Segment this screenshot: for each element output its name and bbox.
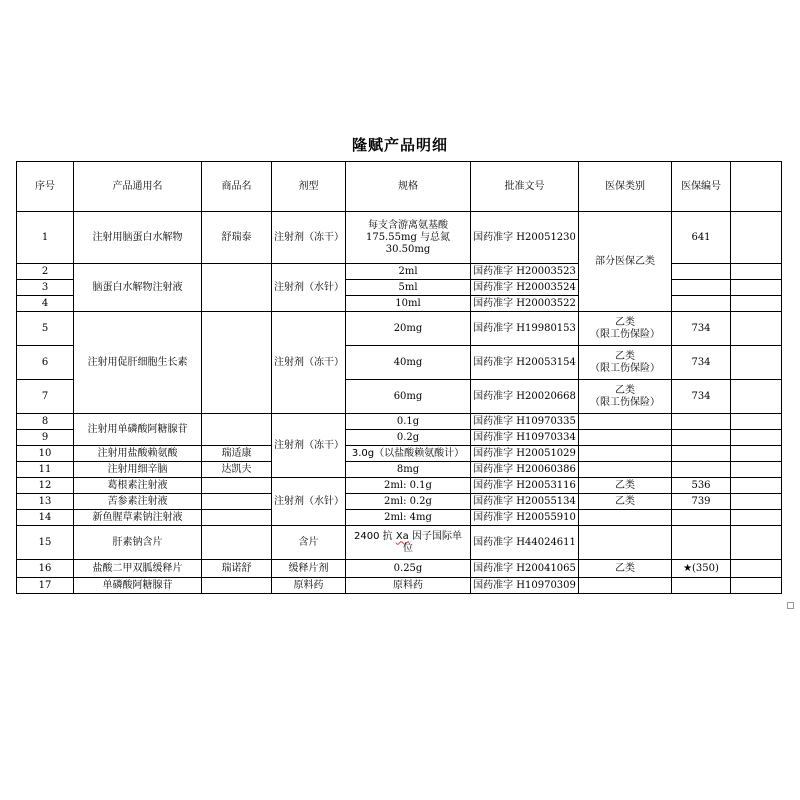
cell-spec: 0.1g <box>346 414 471 430</box>
cell-generic-name: 脑蛋白水解物注射液 <box>74 264 202 312</box>
cell-insurance-code: 641 <box>672 212 731 264</box>
cell-approval-number: 国药准字 H19980153 <box>471 312 579 346</box>
table-row <box>17 462 782 478</box>
cell-brand-name: 瑞诺舒 <box>202 560 272 578</box>
cell-spec: 2ml: 4mg <box>346 510 471 526</box>
header-blank <box>731 162 782 212</box>
cell-brand-name <box>202 414 272 446</box>
cell-seq: 9 <box>17 430 74 446</box>
cell-spec: 2ml: 0.1g <box>346 478 471 494</box>
cell-seq: 17 <box>17 578 74 594</box>
cell-seq: 4 <box>17 296 74 312</box>
cell-approval-number: 国药准字 H44024611 <box>471 526 579 560</box>
cell-brand-name <box>202 264 272 312</box>
spec-line: 位 <box>403 542 413 554</box>
cell-spec: 0.25g <box>346 560 471 578</box>
cell-seq: 6 <box>17 346 74 380</box>
spec-line: 30.50mg <box>385 243 431 255</box>
cell-generic-name: 新鱼腥草素钠注射液 <box>74 510 202 526</box>
cell-blank <box>731 478 782 494</box>
cell-blank <box>731 312 782 346</box>
cell-insurance-code <box>672 578 731 594</box>
cell-brand-name: 达凯夫 <box>202 462 272 478</box>
cell-blank <box>731 560 782 578</box>
cell-approval-number: 国药准字 H20060386 <box>471 462 579 478</box>
header-dosage-form: 剂型 <box>272 162 346 212</box>
table-row <box>17 578 782 594</box>
table-row <box>17 560 782 578</box>
cell-spec <box>346 212 471 264</box>
cell-spec: 20mg <box>346 312 471 346</box>
cell-insurance-category <box>579 414 672 430</box>
header-generic-name: 产品通用名 <box>74 162 202 212</box>
cell-insurance-category <box>579 526 672 560</box>
cell-approval-number: 国药准字 H10970335 <box>471 414 579 430</box>
cell-blank <box>731 264 782 280</box>
cell-seq: 1 <box>17 212 74 264</box>
cell-spec <box>346 526 471 560</box>
category-line: 乙类 <box>615 350 635 362</box>
cell-blank <box>731 578 782 594</box>
cell-blank <box>731 414 782 430</box>
cell-blank <box>731 526 782 560</box>
cell-spec: 60mg <box>346 380 471 414</box>
cell-spec: 40mg <box>346 346 471 380</box>
cell-insurance-code <box>672 430 731 446</box>
cell-seq: 16 <box>17 560 74 578</box>
cell-spec: 2ml: 0.2g <box>346 494 471 510</box>
cell-brand-name <box>202 526 272 560</box>
cell-spec: 原料药 <box>346 578 471 594</box>
cell-insurance-code: 734 <box>672 380 731 414</box>
spec-fragment: Xa <box>395 530 409 542</box>
cell-seq: 7 <box>17 380 74 414</box>
category-line: 乙类 <box>615 316 635 328</box>
cell-insurance-category <box>579 312 672 346</box>
header-row <box>17 162 782 212</box>
cell-approval-number: 国药准字 H20053154 <box>471 346 579 380</box>
spec-line: 175.55mg 与总氮 <box>365 231 451 243</box>
category-line: 乙类 <box>615 384 635 396</box>
cell-dosage-form: 注射剂（冻干） <box>272 212 346 264</box>
cell-seq: 12 <box>17 478 74 494</box>
header-spec: 规格 <box>346 162 471 212</box>
cell-insurance-code: 536 <box>672 478 731 494</box>
spec-fragment: 2400 抗 <box>354 530 393 542</box>
cell-brand-name: 舒瑞泰 <box>202 212 272 264</box>
cell-blank <box>731 494 782 510</box>
cell-insurance-code <box>672 462 731 478</box>
cell-insurance-code: 734 <box>672 346 731 380</box>
cell-insurance-category <box>579 446 672 462</box>
cell-brand-name <box>202 578 272 594</box>
cell-generic-name: 单磷酸阿糖腺苷 <box>74 578 202 594</box>
cell-insurance-code <box>672 280 731 296</box>
cell-dosage-form: 注射剂（水针） <box>272 478 346 526</box>
page-title: 隆赋产品明细 <box>351 136 448 154</box>
cell-insurance-category: 部分医保乙类 <box>579 212 672 312</box>
cell-insurance-code <box>672 296 731 312</box>
header-insurance-category: 医保类别 <box>579 162 672 212</box>
cell-seq: 3 <box>17 280 74 296</box>
cell-seq: 5 <box>17 312 74 346</box>
cell-seq: 10 <box>17 446 74 462</box>
cell-brand-name <box>202 478 272 494</box>
cell-insurance-code: 739 <box>672 494 731 510</box>
cell-insurance-category: 乙类 <box>579 560 672 578</box>
product-table <box>16 161 782 594</box>
spec-fragment: 因子国际单 <box>412 530 462 542</box>
cell-insurance-category: 乙类 <box>579 494 672 510</box>
spec-line: 每支含游离氨基酸 <box>368 219 448 231</box>
cell-approval-number: 国药准字 H20003522 <box>471 296 579 312</box>
cell-seq: 8 <box>17 414 74 430</box>
cell-generic-name: 肝素钠含片 <box>74 526 202 560</box>
cell-blank <box>731 510 782 526</box>
cell-approval-number: 国药准字 H20051029 <box>471 446 579 462</box>
cell-blank <box>731 446 782 462</box>
cell-brand-name <box>202 312 272 414</box>
category-line: （限工伤保险） <box>590 362 660 374</box>
cell-approval-number: 国药准字 H20003524 <box>471 280 579 296</box>
cell-insurance-code <box>672 264 731 280</box>
table-row <box>17 212 782 264</box>
cell-blank <box>731 346 782 380</box>
cell-insurance-category <box>579 430 672 446</box>
cell-seq: 15 <box>17 526 74 560</box>
cell-brand-name <box>202 510 272 526</box>
cell-generic-name: 苦参素注射液 <box>74 494 202 510</box>
cell-blank <box>731 212 782 264</box>
cell-blank <box>731 462 782 478</box>
cell-dosage-form: 缓释片剂 <box>272 560 346 578</box>
category-line: （限工伤保险） <box>590 328 660 340</box>
table-row <box>17 478 782 494</box>
cell-approval-number: 国药准字 H20020668 <box>471 380 579 414</box>
cell-brand-name: 瑞适康 <box>202 446 272 462</box>
cell-generic-name: 注射用脑蛋白水解物 <box>74 212 202 264</box>
cell-dosage-form: 注射剂（冻干） <box>272 312 346 414</box>
header-brand-name: 商品名 <box>202 162 272 212</box>
table-row <box>17 494 782 510</box>
table-row <box>17 510 782 526</box>
cell-approval-number: 国药准字 H20053116 <box>471 478 579 494</box>
cell-insurance-category <box>579 578 672 594</box>
header-approval-number: 批准文号 <box>471 162 579 212</box>
cell-insurance-category <box>579 346 672 380</box>
cell-spec: 5ml <box>346 280 471 296</box>
cell-seq: 13 <box>17 494 74 510</box>
table-row <box>17 414 782 430</box>
cell-approval-number: 国药准字 H20051230 <box>471 212 579 264</box>
cell-approval-number: 国药准字 H10970334 <box>471 430 579 446</box>
cell-generic-name: 注射用促肝细胞生长素 <box>74 312 202 414</box>
cell-dosage-form: 注射剂（水针） <box>272 264 346 312</box>
cell-insurance-code <box>672 510 731 526</box>
cell-insurance-category: 乙类 <box>579 478 672 494</box>
cell-seq: 2 <box>17 264 74 280</box>
cell-insurance-code <box>672 526 731 560</box>
cell-seq: 14 <box>17 510 74 526</box>
cell-generic-name: 注射用细辛脑 <box>74 462 202 478</box>
cell-blank <box>731 380 782 414</box>
cell-spec: 10ml <box>346 296 471 312</box>
cell-dosage-form: 含片 <box>272 526 346 560</box>
table-row <box>17 446 782 462</box>
cell-spec: 3.0g（以盐酸赖氨酸计） <box>346 446 471 462</box>
cell-generic-name: 葛根素注射液 <box>74 478 202 494</box>
header-seq: 序号 <box>17 162 74 212</box>
cell-insurance-code <box>672 446 731 462</box>
cell-insurance-code: ★(350) <box>672 560 731 578</box>
cell-generic-name: 注射用盐酸赖氨酸 <box>74 446 202 462</box>
header-insurance-code: 医保编号 <box>672 162 731 212</box>
cell-approval-number: 国药准字 H20055910 <box>471 510 579 526</box>
cell-dosage-form: 注射剂（冻干） <box>272 414 346 478</box>
cell-spec: 0.2g <box>346 430 471 446</box>
paragraph-mark <box>787 602 794 609</box>
cell-blank <box>731 296 782 312</box>
cell-spec: 2ml <box>346 264 471 280</box>
table-row <box>17 526 782 560</box>
cell-blank <box>731 280 782 296</box>
cell-approval-number: 国药准字 H10970309 <box>471 578 579 594</box>
cell-insurance-code: 734 <box>672 312 731 346</box>
category-line: （限工伤保险） <box>590 396 660 408</box>
spec-line <box>348 531 468 543</box>
cell-approval-number: 国药准字 H20003523 <box>471 264 579 280</box>
cell-brand-name <box>202 494 272 510</box>
cell-insurance-category <box>579 462 672 478</box>
cell-dosage-form: 原料药 <box>272 578 346 594</box>
cell-insurance-category <box>579 510 672 526</box>
cell-blank <box>731 430 782 446</box>
table-row <box>17 312 782 346</box>
cell-insurance-category <box>579 380 672 414</box>
cell-seq: 11 <box>17 462 74 478</box>
cell-generic-name: 盐酸二甲双胍缓释片 <box>74 560 202 578</box>
cell-insurance-code <box>672 414 731 430</box>
cell-approval-number: 国药准字 H20041065 <box>471 560 579 578</box>
cell-generic-name: 注射用单磷酸阿糖腺苷 <box>74 414 202 446</box>
cell-approval-number: 国药准字 H20055134 <box>471 494 579 510</box>
cell-spec: 8mg <box>346 462 471 478</box>
